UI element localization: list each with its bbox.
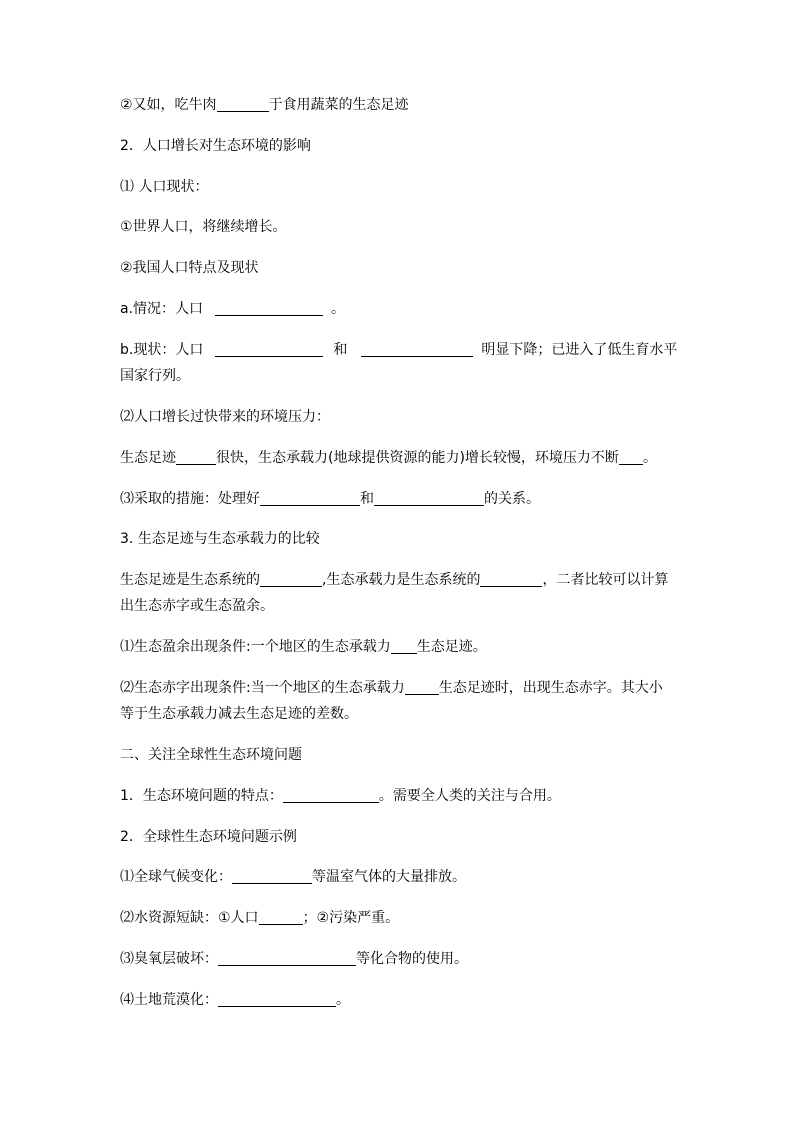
text: 国家行列。 — [120, 368, 190, 384]
text: b.现状：人口 — [120, 342, 204, 358]
text-line — [120, 828, 297, 846]
text: 于食用蔬菜的生态足迹 — [268, 97, 409, 113]
text: ,生态承载力是生态系统的 — [322, 572, 481, 588]
text-line — [120, 341, 677, 359]
text-line — [120, 259, 259, 277]
text: 和 — [333, 342, 348, 358]
fill-blank — [361, 342, 473, 357]
text: 等温室气体的大量排放。 — [312, 869, 466, 885]
text: 二、关注全球性生态环境问题 — [120, 747, 302, 763]
text: 生态足迹。 — [416, 639, 487, 655]
text: ，二者比较可以计算 — [542, 572, 669, 588]
text: 的关系。 — [484, 491, 540, 507]
fill-blank — [480, 572, 542, 587]
text-line — [120, 638, 487, 656]
text-line — [120, 408, 330, 426]
text: ⑵水资源短缺：①人口 — [120, 910, 259, 926]
text: 和 — [360, 491, 374, 507]
text-line — [120, 178, 208, 196]
fill-blank — [260, 491, 360, 506]
fill-blank — [217, 97, 269, 112]
text: ⑵人口增长过快带来的环境压力： — [120, 409, 330, 425]
text: ⑷土地荒漠化： — [120, 992, 218, 1008]
text-line — [120, 787, 561, 805]
text-line — [120, 300, 345, 318]
text-line — [120, 950, 468, 968]
fill-blank — [374, 491, 484, 506]
text: 。 — [642, 450, 657, 466]
fill-blank — [283, 788, 379, 803]
text: 生态足迹时，出现生态赤字。其大小 — [438, 680, 663, 696]
text-line — [120, 367, 190, 385]
section-heading — [120, 530, 320, 548]
text: 出生态赤字或生态盈余。 — [120, 598, 274, 614]
text-line — [120, 597, 274, 615]
fill-blank — [218, 951, 356, 966]
text-line — [120, 218, 287, 236]
text: ⑵生态赤字出现条件:当一个地区的生态承载力 — [120, 680, 405, 696]
text-line — [120, 96, 409, 114]
text: 。需要全人类的关注与合用。 — [378, 788, 561, 804]
fill-blank — [218, 992, 336, 1007]
text: ⑴生态盈余出现条件:一个地区的生态承载力 — [120, 639, 391, 655]
text: ⑶臭氧层破坏： — [120, 951, 218, 967]
text: 3. 生态足迹与生态承载力的比较 — [120, 531, 320, 547]
text-line — [120, 571, 668, 589]
fill-blank — [215, 342, 323, 357]
fill-blank — [260, 572, 322, 587]
fill-blank — [215, 301, 323, 316]
section-heading — [120, 746, 302, 764]
text: ⑴ 人口现状： — [120, 179, 209, 195]
text: 。 — [336, 992, 350, 1008]
fill-blank — [619, 450, 643, 465]
text: ⑶采取的措施：处理好 — [120, 491, 260, 507]
text: 等于生态承载力减去生态足迹的差数。 — [120, 706, 358, 722]
text-line — [120, 991, 350, 1009]
section-heading — [120, 137, 311, 155]
text: 明显下降；已进入了低生育水平 — [481, 342, 678, 358]
text: 等化合物的使用。 — [356, 951, 468, 967]
fill-blank — [405, 680, 439, 695]
text-line — [120, 490, 540, 508]
text-line — [120, 449, 657, 467]
text: 生态足迹 — [120, 450, 176, 466]
text: ；②污染严重。 — [302, 910, 400, 926]
text: 很快，生态承载力(地球提供资源的能力)增长较慢，环境压力不断 — [216, 450, 619, 466]
text: ②我国人口特点及现状 — [120, 260, 259, 276]
text-line — [120, 868, 466, 886]
text-line — [120, 909, 399, 927]
text: ②又如，吃牛肉 — [120, 97, 217, 113]
text: ①世界人口，将继续增长。 — [120, 219, 287, 235]
text: 2．人口增长对生态环境的影响 — [120, 138, 311, 154]
fill-blank — [259, 910, 303, 925]
text: 。 — [331, 301, 346, 317]
fill-blank — [176, 450, 216, 465]
text: 2．全球性生态环境问题示例 — [120, 829, 297, 845]
fill-blank — [232, 869, 312, 884]
text: 生态足迹是生态系统的 — [120, 572, 260, 588]
text-line — [120, 705, 358, 723]
text: a.情况：人口 — [120, 301, 204, 317]
text-line — [120, 679, 663, 697]
text: 1．生态环境问题的特点： — [120, 788, 283, 804]
fill-blank — [391, 639, 417, 654]
text: ⑴全球气候变化： — [120, 869, 232, 885]
